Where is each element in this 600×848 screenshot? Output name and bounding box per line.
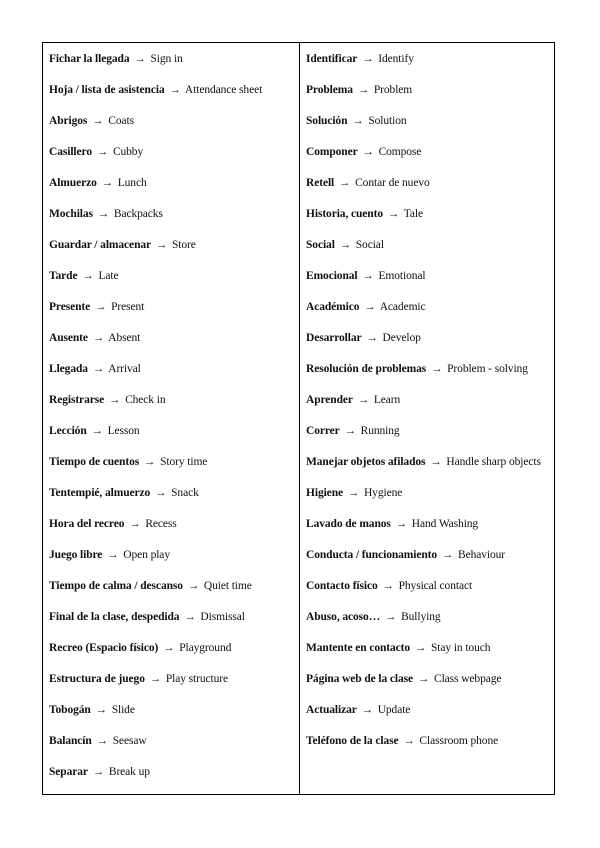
arrow-icon: →	[94, 301, 107, 313]
vocab-translation: Backpacks	[113, 208, 163, 220]
vocab-translation: Identify	[378, 53, 414, 65]
vocab-entry	[49, 235, 293, 255]
vocab-entry	[306, 204, 548, 224]
vocab-translation: Attendance sheet	[184, 84, 263, 96]
arrow-icon: →	[417, 673, 430, 685]
arrow-icon: →	[339, 239, 351, 251]
vocab-entry	[306, 359, 548, 379]
vocab-translation: Snack	[171, 487, 199, 499]
vocab-entry	[49, 49, 293, 69]
vocab-term: Ausente	[49, 332, 88, 344]
vocab-translation: Absent	[108, 332, 141, 344]
vocab-term: Hora del recreo	[49, 518, 125, 530]
vocab-translation: Tale	[403, 208, 423, 220]
left-column	[43, 43, 300, 794]
vocab-term: Lección	[49, 425, 87, 437]
arrow-icon: →	[364, 301, 376, 313]
vocab-translation: Coats	[108, 115, 134, 127]
vocab-entry	[306, 483, 548, 503]
vocab-term: Fichar la llegada	[49, 53, 130, 65]
arrow-icon: →	[357, 394, 370, 406]
vocab-term: Identificar	[306, 53, 358, 65]
vocab-term: Mantente en contacto	[306, 642, 411, 654]
vocab-term: Componer	[306, 146, 358, 158]
arrow-icon: →	[91, 425, 103, 437]
vocab-translation: Play structure	[165, 673, 228, 685]
arrow-icon: →	[82, 270, 94, 282]
arrow-icon: →	[347, 487, 360, 499]
vocab-translation: Cubby	[112, 146, 144, 158]
vocab-translation: Update	[377, 704, 411, 716]
arrow-icon: →	[361, 704, 373, 716]
vocab-entry	[306, 173, 548, 193]
vocab-translation: Late	[98, 270, 119, 282]
vocab-term: Actualizar	[306, 704, 357, 716]
vocab-entry	[306, 49, 548, 69]
vocab-term: Historia, cuento	[306, 208, 383, 220]
arrow-icon: →	[403, 735, 415, 747]
vocab-term: Teléfono de la clase	[306, 735, 399, 747]
vocab-entry	[306, 390, 548, 410]
arrow-icon: →	[430, 456, 442, 468]
arrow-icon: →	[163, 642, 175, 654]
vocab-translation: Arrival	[108, 363, 141, 375]
vocab-entry	[49, 173, 293, 193]
arrow-icon: →	[338, 177, 351, 189]
arrow-icon: →	[362, 53, 374, 65]
arrow-icon: →	[384, 611, 397, 623]
vocab-term: Correr	[306, 425, 340, 437]
vocab-term: Balancín	[49, 735, 92, 747]
vocab-term: Retell	[306, 177, 335, 189]
vocab-entry	[306, 328, 548, 348]
arrow-icon: →	[95, 704, 107, 716]
vocab-term: Llegada	[49, 363, 88, 375]
arrow-icon: →	[414, 642, 427, 654]
arrow-icon: →	[366, 332, 378, 344]
arrow-icon: →	[441, 549, 454, 561]
vocab-entry	[49, 297, 293, 317]
vocab-term: Hoja / lista de asistencia	[49, 84, 165, 96]
vocab-term: Tentempié, almuerzo	[49, 487, 151, 499]
vocab-entry	[49, 328, 293, 348]
vocab-term: Social	[306, 239, 335, 251]
vocab-entry	[49, 607, 293, 627]
arrow-icon: →	[344, 425, 356, 437]
vocab-term: Casillero	[49, 146, 92, 158]
vocab-term: Problema	[306, 84, 353, 96]
vocab-translation: Stay in touch	[431, 642, 491, 654]
arrow-icon: →	[362, 146, 374, 158]
vocab-term: Manejar objetos afilados	[306, 456, 426, 468]
vocab-entry	[49, 359, 293, 379]
vocab-term: Resolución de problemas	[306, 363, 427, 375]
vocab-translation: Present	[111, 301, 145, 313]
vocab-translation: Learn	[373, 394, 401, 406]
arrow-icon: →	[96, 735, 108, 747]
vocab-term: Tobogán	[49, 704, 91, 716]
arrow-icon: →	[149, 673, 162, 685]
vocab-translation: Physical contact	[398, 580, 473, 592]
arrow-icon: →	[108, 394, 121, 406]
arrow-icon: →	[184, 611, 196, 623]
vocab-translation: Handle sharp objects	[446, 456, 541, 468]
arrow-icon: →	[107, 549, 119, 561]
arrow-icon: →	[92, 363, 105, 375]
arrow-icon: →	[357, 84, 370, 96]
vocab-term: Aprender	[306, 394, 353, 406]
vocab-entry	[49, 80, 293, 100]
vocab-translation: Academic	[379, 301, 426, 313]
vocab-translation: Sign in	[150, 53, 183, 65]
arrow-icon: →	[352, 115, 364, 127]
vocab-entry	[306, 421, 548, 441]
arrow-icon: →	[134, 53, 146, 65]
arrow-icon: →	[169, 84, 181, 96]
arrow-icon: →	[101, 177, 113, 189]
vocab-translation: Contar de nuevo	[355, 177, 430, 189]
arrow-icon: →	[92, 766, 105, 778]
vocab-term: Estructura de juego	[49, 673, 145, 685]
vocab-entry	[49, 266, 293, 286]
vocab-entry	[49, 421, 293, 441]
vocab-entry	[306, 545, 548, 565]
vocab-entry	[49, 545, 293, 565]
vocab-term: Abuso, acoso…	[306, 611, 381, 623]
vocab-translation: Running	[360, 425, 400, 437]
arrow-icon: →	[187, 580, 200, 592]
vocab-translation: Store	[172, 239, 196, 251]
vocab-translation: Quiet time	[203, 580, 252, 592]
vocab-translation: Dismissal	[200, 611, 245, 623]
vocab-term: Recreo (Espacio físico)	[49, 642, 159, 654]
vocab-entry	[49, 576, 293, 596]
vocab-entry	[306, 80, 548, 100]
vocab-entry	[306, 700, 548, 720]
vocab-term: Contacto físico	[306, 580, 378, 592]
vocab-term: Académico	[306, 301, 360, 313]
vocab-translation: Check in	[125, 394, 166, 406]
vocab-entry	[306, 142, 548, 162]
vocab-term: Conducta / funcionamiento	[306, 549, 438, 561]
arrow-icon: →	[143, 456, 156, 468]
vocab-entry	[49, 390, 293, 410]
vocab-entry	[49, 483, 293, 503]
vocab-translation: Social	[355, 239, 384, 251]
arrow-icon: →	[92, 115, 104, 127]
vocab-entry	[49, 514, 293, 534]
vocab-term: Abrigos	[49, 115, 88, 127]
vocab-translation: Solution	[368, 115, 407, 127]
arrow-icon: →	[362, 270, 374, 282]
vocab-term: Página web de la clase	[306, 673, 414, 685]
vocab-term: Emocional	[306, 270, 358, 282]
vocab-entry	[49, 452, 293, 472]
vocab-term: Guardar / almacenar	[49, 239, 152, 251]
vocab-term: Juego libre	[49, 549, 103, 561]
vocab-translation: Slide	[111, 704, 135, 716]
vocab-term: Higiene	[306, 487, 343, 499]
vocab-translation: Develop	[382, 332, 421, 344]
vocab-translation: Lunch	[117, 177, 147, 189]
vocab-translation: Hygiene	[363, 487, 403, 499]
vocab-translation: Class webpage	[434, 673, 502, 685]
vocab-term: Mochilas	[49, 208, 93, 220]
vocab-entry	[306, 235, 548, 255]
vocab-translation: Story time	[160, 456, 208, 468]
vocab-term: Solución	[306, 115, 348, 127]
vocab-translation: Problem	[373, 84, 413, 96]
vocab-translation: Emotional	[378, 270, 426, 282]
vocab-translation: Recess	[145, 518, 177, 530]
arrow-icon: →	[92, 332, 105, 344]
vocab-entry	[306, 452, 548, 472]
vocab-term: Final de la clase, despedida	[49, 611, 180, 623]
vocab-entry	[49, 700, 293, 720]
vocab-translation: Playground	[179, 642, 232, 654]
vocab-term: Desarrollar	[306, 332, 362, 344]
vocab-term: Presente	[49, 301, 91, 313]
vocab-translation: Break up	[108, 766, 150, 778]
vocab-translation: Bullying	[401, 611, 441, 623]
vocab-term: Tiempo de cuentos	[49, 456, 140, 468]
arrow-icon: →	[129, 518, 141, 530]
vocab-entry	[306, 514, 548, 534]
vocab-entry	[306, 638, 548, 658]
vocab-entry	[49, 669, 293, 689]
vocab-term: Almuerzo	[49, 177, 97, 189]
vocab-translation: Lesson	[107, 425, 140, 437]
arrow-icon: →	[96, 146, 109, 158]
vocab-translation: Classroom phone	[419, 735, 499, 747]
vocab-entry	[306, 576, 548, 596]
vocab-term: Tiempo de calma / descanso	[49, 580, 183, 592]
vocabulary-table	[42, 42, 555, 795]
vocab-entry	[49, 204, 293, 224]
arrow-icon: →	[395, 518, 407, 530]
vocab-entry	[49, 111, 293, 131]
vocab-translation: Seesaw	[112, 735, 147, 747]
right-column	[300, 43, 554, 794]
vocab-entry	[49, 638, 293, 658]
arrow-icon: →	[155, 239, 168, 251]
vocab-entry	[306, 297, 548, 317]
vocab-entry	[306, 266, 548, 286]
vocab-term: Lavado de manos	[306, 518, 391, 530]
vocab-entry	[306, 111, 548, 131]
vocab-term: Tarde	[49, 270, 78, 282]
vocab-translation: Compose	[378, 146, 422, 158]
arrow-icon: →	[430, 363, 443, 375]
vocab-translation: Open play	[123, 549, 170, 561]
vocab-translation: Hand Washing	[411, 518, 479, 530]
arrow-icon: →	[154, 487, 167, 499]
arrow-icon: →	[382, 580, 394, 592]
vocab-translation: Problem - solving	[447, 363, 528, 375]
vocab-term: Separar	[49, 766, 88, 778]
vocab-entry	[49, 762, 293, 782]
vocab-entry	[306, 607, 548, 627]
arrow-icon: →	[97, 208, 110, 220]
vocab-translation: Behaviour	[458, 549, 506, 561]
vocab-entry	[49, 731, 293, 751]
vocab-entry	[306, 669, 548, 689]
vocab-entry	[306, 731, 548, 751]
vocab-term: Registrarse	[49, 394, 105, 406]
arrow-icon: →	[387, 208, 400, 220]
vocab-entry	[49, 142, 293, 162]
